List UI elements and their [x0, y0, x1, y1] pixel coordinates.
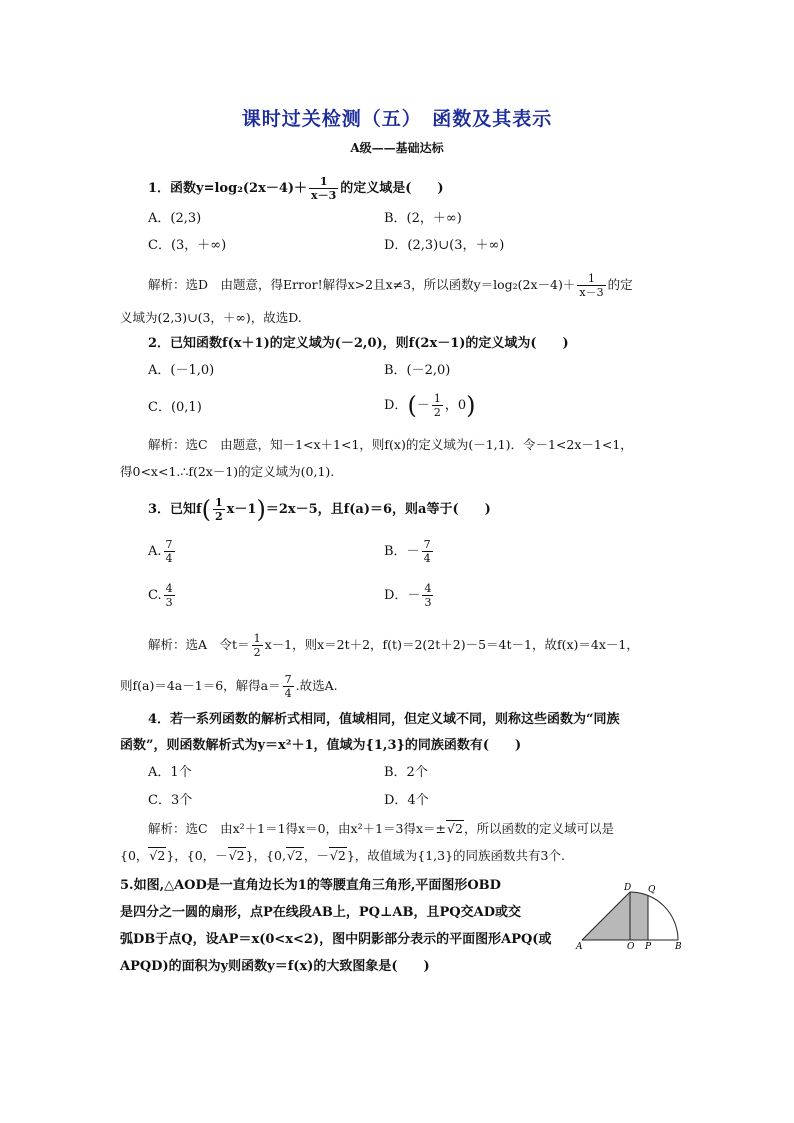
- q4-answer-line1: [148, 820, 614, 838]
- q3-a-num: 7: [165, 538, 173, 551]
- q3-b-num: 7: [423, 538, 431, 551]
- q5-figure: [574, 878, 686, 950]
- q3-stem-c: ＝2x－5，且f(a)＝6，则a等于( ): [265, 502, 491, 517]
- q1-option-c: C．(3，＋∞): [148, 238, 227, 253]
- q4-sqrt-5-val: 2: [337, 848, 346, 863]
- q5-label-b: B: [675, 942, 682, 950]
- q4-sqrt-5: √2: [329, 848, 346, 863]
- q5-line4: APQD)的面积为y则函数y＝f(x)的大致图象是( ): [120, 959, 430, 974]
- q3-ans-num: 1: [253, 632, 261, 645]
- q1-stem: [148, 175, 444, 202]
- q1-ans-frac-num: 1: [577, 272, 605, 286]
- q3-b-den: 4: [423, 552, 431, 565]
- q3-d-den: 3: [424, 596, 432, 609]
- q4-option-d: D．4个: [384, 793, 429, 808]
- q4-ans2-c: }，{0,: [245, 848, 286, 863]
- q3-ans2-b: .故选A.: [295, 678, 338, 693]
- q2-d-right-paren: ): [466, 391, 476, 420]
- q4-ans-b: ，所以函数的定义域可以是: [463, 821, 614, 836]
- q3-stem-frac-num: 1: [215, 496, 223, 509]
- q3-ans2-num: 7: [284, 673, 292, 686]
- q3-ans2-a: 则f(a)＝4a－1＝6，解得a＝: [120, 678, 281, 693]
- q4-sqrt-1: √2: [447, 821, 463, 836]
- q2-d-label: D．: [384, 398, 408, 413]
- q3-ans2-den: 4: [284, 687, 292, 700]
- q3-stem-fraction: [213, 496, 225, 523]
- q1-ans-frac-den: x－3: [579, 286, 604, 299]
- q3-a-fraction: [164, 538, 175, 565]
- q5-label-o: O: [627, 942, 635, 950]
- q2-d-fraction: [432, 392, 443, 419]
- q2-stem: 2．已知函数f(x＋1)的定义域为(－2,0)，则f(2x－1)的定义域为( ): [148, 336, 569, 351]
- q4-sqrt-4-val: 2: [294, 848, 303, 863]
- q3-ans-fraction: [252, 632, 263, 659]
- q3-d-num: 4: [424, 582, 432, 595]
- q3-left-paren: (: [201, 495, 212, 524]
- q3-stem-frac-den: 2: [215, 510, 223, 523]
- q3-c-den: 3: [165, 596, 173, 609]
- q4-ans2-a: {0，: [120, 848, 149, 863]
- q4-sqrt-3: √2: [228, 848, 245, 863]
- q4-stem-line1: 4．若一系列函数的解析式相同，值域相同，但定义域不同，则称这些函数为“同族: [148, 712, 620, 727]
- q3-ans-den: 2: [253, 646, 261, 659]
- q5-line3: 弧DB于点Q，设AP＝x(0<x<2)，图中阴影部分表示的平面图形APQ(或: [120, 932, 552, 947]
- q4-ans2-d: ，－: [303, 848, 329, 863]
- q1-stem-a: 1．函数: [148, 181, 197, 196]
- q5-label-q: Q: [648, 885, 656, 895]
- q3-a-label: A.: [148, 544, 162, 559]
- q1-ans-a: 解析：选D 由题意，得Error!解得x>2且x≠3，所以函数y＝log₂(2x－4)＋: [148, 277, 576, 292]
- q1-answer-line2: 义域为(2,3)∪(3，＋∞)，故选D.: [120, 310, 302, 325]
- q4-sqrt-4: √2: [286, 848, 303, 863]
- q2-option-d: [384, 392, 475, 419]
- q1-option-b: B．(2，＋∞): [384, 211, 462, 226]
- q1-ans-fraction: [577, 272, 605, 299]
- q3-option-a: [148, 538, 177, 565]
- q3-d-fraction: [422, 582, 433, 609]
- q3-ans2-fraction: [283, 673, 294, 700]
- q4-sqrt-3-val: 2: [236, 848, 245, 863]
- q2-d-left-paren: (: [407, 391, 417, 420]
- q3-a-den: 4: [165, 552, 173, 565]
- q3-stem: [148, 496, 491, 523]
- q2-answer-line2: 得0<x<1.∴f(2x－1)的定义域为(0,1).: [120, 464, 335, 479]
- q4-sqrt-2-val: 2: [157, 848, 166, 863]
- q3-ans-b: x－1，则x＝2t＋2，f(t)＝2(2t＋2)－5＝4t－1，故f(x)＝4x－1，: [264, 637, 639, 652]
- q3-b-fraction: [422, 538, 433, 565]
- q4-ans-a: 解析：选C 由x²＋1＝1得x＝0，由x²＋1＝3得x＝±: [148, 821, 447, 836]
- q3-right-paren: ): [256, 495, 266, 524]
- q2-d-frac-den: 2: [433, 406, 441, 419]
- q2-d-frac-num: 1: [433, 392, 441, 405]
- q1-ans-b: 的定: [607, 277, 633, 292]
- q1-option-d: D．(2,3)∪(3，＋∞): [384, 238, 505, 253]
- q3-answer-line1: [148, 632, 639, 659]
- q3-option-b: [384, 538, 435, 565]
- q3-ans-a: 解析：选A 令t＝: [148, 637, 250, 652]
- q1-fraction: [309, 175, 338, 202]
- q2-option-b: B．(－2,0): [384, 363, 451, 378]
- q4-option-a: A．1个: [148, 765, 192, 780]
- q4-ans2-b: }，{0，－: [166, 848, 228, 863]
- q2-option-c: C．(0,1): [148, 400, 202, 415]
- q1-stem-b: y=log₂(2x－4)＋: [196, 181, 308, 196]
- q1-answer-line1: [148, 272, 633, 299]
- q3-option-d: [384, 582, 435, 609]
- q2-d-tail: ，0: [444, 398, 467, 413]
- q1-stem-c: 的定义域是( ): [340, 181, 444, 196]
- q1-frac-num: 1: [309, 175, 338, 189]
- q3-stem-a: 3．已知f: [148, 502, 202, 517]
- q4-stem-line2: 函数”，则函数解析式为y＝x²＋1，值域为{1,3}的同族函数有( ): [120, 738, 522, 753]
- section-level: A级——基础达标: [350, 141, 444, 155]
- q3-option-c: [148, 582, 177, 609]
- q4-answer-line2: [120, 847, 565, 865]
- q5-shaded-region: [582, 892, 648, 940]
- q5-label-p: P: [645, 942, 652, 950]
- q1-option-a: A．(2,3): [148, 211, 202, 226]
- q3-c-fraction: [164, 582, 175, 609]
- q4-ans2-e: }，故值域为{1,3}的同族函数共有3个.: [346, 848, 565, 863]
- q5-line1: 5.如图,△AOD是一直角边长为1的等腰直角三角形,平面图形OBD: [120, 878, 501, 893]
- q3-d-label: D．－: [384, 588, 421, 603]
- q3-c-label: C.: [148, 588, 162, 603]
- q3-stem-b: x－1: [226, 502, 257, 517]
- q2-answer-line1: 解析：选C 由题意，知－1<x＋1<1，则f(x)的定义域为(－1,1)．令－1<2x－1<1，: [148, 437, 633, 452]
- q1-frac-den: x－3: [311, 189, 337, 202]
- q5-label-d: D: [624, 883, 632, 893]
- q4-sqrt-1-val: 2: [455, 821, 463, 836]
- q3-answer-line2: [120, 673, 338, 700]
- q4-option-b: B．2个: [384, 765, 428, 780]
- q2-option-a: A．(－1,0): [148, 363, 215, 378]
- q2-d-sign: －: [416, 398, 430, 413]
- q4-option-c: C．3个: [148, 793, 193, 808]
- q5-label-a: A: [576, 942, 583, 950]
- q4-sqrt-2: √2: [149, 848, 166, 863]
- q3-b-label: B．－: [384, 544, 420, 559]
- page-title: 课时过关检测（五） 函数及其表示: [241, 108, 553, 130]
- q3-c-num: 4: [165, 582, 173, 595]
- q5-line2: 是四分之一圆的扇形，点P在线段AB上，PQ⊥AB，且PQ交AD或交: [120, 905, 521, 920]
